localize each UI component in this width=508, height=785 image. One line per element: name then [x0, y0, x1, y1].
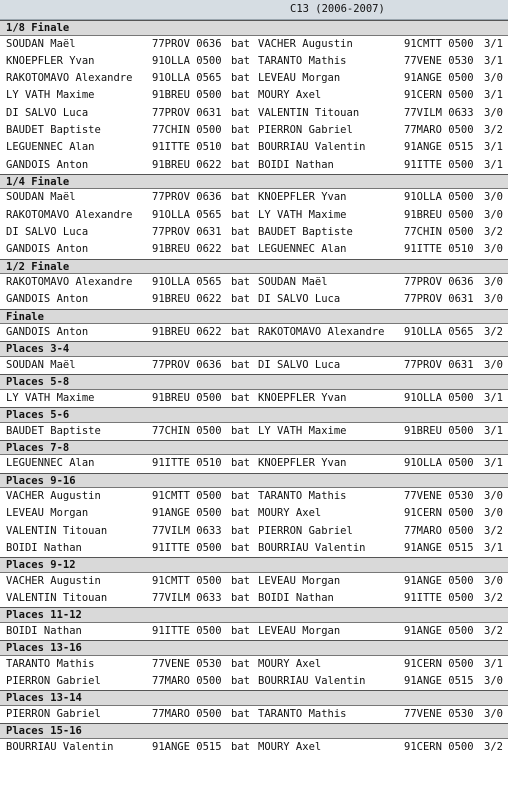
- score: 3/1: [484, 89, 503, 102]
- bat-label: bat: [231, 37, 250, 50]
- score: 3/0: [484, 191, 503, 204]
- match-row: [0, 540, 508, 557]
- score: 3/1: [484, 141, 503, 154]
- score: 3/2: [484, 624, 503, 637]
- loser-name: VALENTIN Titouan: [258, 106, 360, 119]
- loser-name: PIERRON Gabriel: [258, 524, 353, 537]
- section-header: Places 7-8: [0, 440, 508, 456]
- score: 3/2: [484, 123, 503, 136]
- winner-club-points: 91ANGE 0500: [152, 507, 222, 520]
- winner-name: SOUDAN Maël: [6, 37, 76, 50]
- winner-club-points: 91ITTE 0510: [152, 457, 222, 470]
- score: 3/2: [484, 740, 503, 753]
- loser-name: TARANTO Mathis: [258, 707, 347, 720]
- loser-club-points: 77VILM 0633: [404, 106, 474, 119]
- match-row: [0, 53, 508, 70]
- loser-name: TARANTO Mathis: [258, 490, 347, 503]
- winner-club-points: 91OLLA 0500: [152, 54, 222, 67]
- loser-club-points: 91ITTE 0500: [404, 592, 474, 605]
- winner-name: BOURRIAU Valentin: [6, 740, 114, 753]
- winner-name: VALENTIN Titouan: [6, 524, 108, 537]
- bat-label: bat: [231, 243, 250, 256]
- loser-name: LEGUENNEC Alan: [258, 243, 347, 256]
- winner-name: LEGUENNEC Alan: [6, 457, 95, 470]
- match-row: [0, 488, 508, 505]
- loser-club-points: 77PROV 0636: [404, 276, 474, 289]
- winner-club-points: 91ITTE 0500: [152, 624, 222, 637]
- loser-club-points: 91ANGE 0515: [404, 542, 474, 555]
- match-row: [0, 390, 508, 407]
- score: 3/2: [484, 524, 503, 537]
- match-row: [0, 739, 508, 756]
- bat-label: bat: [231, 123, 250, 136]
- winner-name: GANDOIS Anton: [6, 293, 89, 306]
- bat-label: bat: [231, 358, 250, 371]
- winner-name: VACHER Augustin: [6, 574, 101, 587]
- loser-name: BOIDI Nathan: [258, 158, 334, 171]
- loser-name: BOIDI Nathan: [258, 592, 334, 605]
- winner-name: GANDOIS Anton: [6, 243, 89, 256]
- score: 3/1: [484, 657, 503, 670]
- loser-club-points: 91ITTE 0500: [404, 158, 474, 171]
- winner-club-points: 77VILM 0633: [152, 592, 222, 605]
- bat-label: bat: [231, 657, 250, 670]
- match-row: [0, 241, 508, 258]
- score: 3/0: [484, 707, 503, 720]
- bat-label: bat: [231, 507, 250, 520]
- loser-club-points: 91ANGE 0500: [404, 624, 474, 637]
- match-row: [0, 70, 508, 87]
- bat-label: bat: [231, 740, 250, 753]
- match-row: [0, 139, 508, 156]
- winner-name: RAKOTOMAVO Alexandre: [6, 208, 133, 221]
- loser-name: BAUDET Baptiste: [258, 225, 353, 238]
- winner-club-points: 91ITTE 0510: [152, 141, 222, 154]
- match-row: [0, 274, 508, 291]
- loser-name: SOUDAN Maël: [258, 276, 328, 289]
- loser-name: KNOEPFLER Yvan: [258, 457, 347, 470]
- loser-club-points: 91OLLA 0500: [404, 391, 474, 404]
- loser-name: BOURRIAU Valentin: [258, 542, 366, 555]
- winner-club-points: 91BREU 0622: [152, 326, 222, 339]
- score: 3/0: [484, 358, 503, 371]
- loser-club-points: 77MARO 0500: [404, 123, 474, 136]
- bat-label: bat: [231, 457, 250, 470]
- section-header: Places 15-16: [0, 723, 508, 739]
- winner-club-points: 91CMTT 0500: [152, 490, 222, 503]
- section-header: Places 5-6: [0, 407, 508, 423]
- section-header: Finale: [0, 309, 508, 325]
- loser-club-points: 91BREU 0500: [404, 208, 474, 221]
- section-header: Places 9-12: [0, 557, 508, 573]
- match-row: [0, 207, 508, 224]
- match-row: [0, 122, 508, 139]
- loser-club-points: 77VENE 0530: [404, 490, 474, 503]
- bat-label: bat: [231, 542, 250, 555]
- loser-club-points: 91CERN 0500: [404, 507, 474, 520]
- score: 3/1: [484, 37, 503, 50]
- loser-name: MOURY Axel: [258, 89, 322, 102]
- loser-club-points: 77MARO 0500: [404, 524, 474, 537]
- score: 3/0: [484, 208, 503, 221]
- winner-name: DI SALVO Luca: [6, 225, 89, 238]
- score: 3/2: [484, 225, 503, 238]
- loser-name: LEVEAU Morgan: [258, 72, 341, 85]
- loser-name: LEVEAU Morgan: [258, 574, 341, 587]
- loser-club-points: 91ITTE 0510: [404, 243, 474, 256]
- match-row: [0, 706, 508, 723]
- loser-club-points: 91ANGE 0515: [404, 675, 474, 688]
- bat-label: bat: [231, 141, 250, 154]
- loser-name: LEVEAU Morgan: [258, 624, 341, 637]
- match-row: [0, 623, 508, 640]
- loser-club-points: 91BREU 0500: [404, 424, 474, 437]
- winner-club-points: 91BREU 0500: [152, 89, 222, 102]
- loser-club-points: 77PROV 0631: [404, 293, 474, 306]
- winner-club-points: 77MARO 0500: [152, 675, 222, 688]
- score: 3/0: [484, 276, 503, 289]
- winner-name: BOIDI Nathan: [6, 542, 82, 555]
- loser-club-points: 91OLLA 0500: [404, 191, 474, 204]
- winner-name: PIERRON Gabriel: [6, 675, 101, 688]
- score: 3/0: [484, 675, 503, 688]
- score: 3/0: [484, 574, 503, 587]
- winner-club-points: 91ANGE 0515: [152, 740, 222, 753]
- bat-label: bat: [231, 675, 250, 688]
- bat-label: bat: [231, 106, 250, 119]
- bat-label: bat: [231, 424, 250, 437]
- winner-club-points: 77PROV 0631: [152, 225, 222, 238]
- section-header: 1/2 Finale: [0, 259, 508, 275]
- match-row: [0, 523, 508, 540]
- section-header: 1/8 Finale: [0, 20, 508, 36]
- category-title: C13 (2006-2007): [290, 3, 385, 15]
- match-row: [0, 157, 508, 174]
- loser-club-points: 77VENE 0530: [404, 707, 474, 720]
- bat-label: bat: [231, 490, 250, 503]
- winner-club-points: 77PROV 0636: [152, 191, 222, 204]
- winner-name: DI SALVO Luca: [6, 106, 89, 119]
- score: 3/1: [484, 542, 503, 555]
- score: 3/0: [484, 106, 503, 119]
- loser-club-points: 91CERN 0500: [404, 89, 474, 102]
- winner-club-points: 77VILM 0633: [152, 524, 222, 537]
- match-row: [0, 673, 508, 690]
- winner-name: RAKOTOMAVO Alexandre: [6, 72, 133, 85]
- loser-name: VACHER Augustin: [258, 37, 353, 50]
- winner-name: GANDOIS Anton: [6, 158, 89, 171]
- match-row: [0, 573, 508, 590]
- score: 3/0: [484, 507, 503, 520]
- section-header: Places 9-16: [0, 473, 508, 489]
- winner-club-points: 77CHIN 0500: [152, 424, 222, 437]
- section-header: Places 11-12: [0, 607, 508, 623]
- section-header: Places 13-16: [0, 640, 508, 656]
- loser-name: KNOEPFLER Yvan: [258, 391, 347, 404]
- score: 3/0: [484, 490, 503, 503]
- winner-name: VALENTIN Titouan: [6, 592, 108, 605]
- match-row: [0, 36, 508, 53]
- bat-label: bat: [231, 707, 250, 720]
- match-row: [0, 324, 508, 341]
- section-header: Places 3-4: [0, 341, 508, 357]
- winner-club-points: 77PROV 0636: [152, 358, 222, 371]
- winner-club-points: 91OLLA 0565: [152, 276, 222, 289]
- category-header: [0, 0, 508, 20]
- loser-club-points: 91CERN 0500: [404, 657, 474, 670]
- bat-label: bat: [231, 574, 250, 587]
- winner-club-points: 91OLLA 0565: [152, 208, 222, 221]
- match-row: [0, 590, 508, 607]
- score: 3/0: [484, 72, 503, 85]
- winner-club-points: 77PROV 0636: [152, 37, 222, 50]
- loser-club-points: 91CMTT 0500: [404, 37, 474, 50]
- winner-name: KNOEPFLER Yvan: [6, 54, 95, 67]
- loser-name: LY VATH Maxime: [258, 208, 347, 221]
- winner-club-points: 91BREU 0622: [152, 158, 222, 171]
- match-row: [0, 189, 508, 206]
- winner-name: PIERRON Gabriel: [6, 707, 101, 720]
- loser-name: PIERRON Gabriel: [258, 123, 353, 136]
- score: 3/1: [484, 457, 503, 470]
- match-row: [0, 656, 508, 673]
- bat-label: bat: [231, 54, 250, 67]
- bat-label: bat: [231, 391, 250, 404]
- loser-club-points: 91ANGE 0515: [404, 141, 474, 154]
- loser-name: BOURRIAU Valentin: [258, 141, 366, 154]
- match-row: [0, 105, 508, 122]
- score: 3/1: [484, 391, 503, 404]
- winner-name: SOUDAN Maël: [6, 191, 76, 204]
- winner-name: BAUDET Baptiste: [6, 424, 101, 437]
- bat-label: bat: [231, 524, 250, 537]
- match-row: [0, 505, 508, 522]
- bat-label: bat: [231, 72, 250, 85]
- winner-name: RAKOTOMAVO Alexandre: [6, 276, 133, 289]
- bat-label: bat: [231, 191, 250, 204]
- winner-name: LY VATH Maxime: [6, 391, 95, 404]
- winner-club-points: 77PROV 0631: [152, 106, 222, 119]
- winner-name: BAUDET Baptiste: [6, 123, 101, 136]
- loser-name: MOURY Axel: [258, 740, 322, 753]
- bat-label: bat: [231, 158, 250, 171]
- sections-container: [0, 20, 508, 756]
- winner-name: GANDOIS Anton: [6, 326, 89, 339]
- winner-name: BOIDI Nathan: [6, 624, 82, 637]
- winner-club-points: 77VENE 0530: [152, 657, 222, 670]
- winner-club-points: 77CHIN 0500: [152, 123, 222, 136]
- score: 3/1: [484, 424, 503, 437]
- bat-label: bat: [231, 326, 250, 339]
- winner-club-points: 91ITTE 0500: [152, 542, 222, 555]
- bat-label: bat: [231, 276, 250, 289]
- score: 3/1: [484, 54, 503, 67]
- score: 3/1: [484, 158, 503, 171]
- loser-name: DI SALVO Luca: [258, 358, 341, 371]
- winner-club-points: 77MARO 0500: [152, 707, 222, 720]
- bat-label: bat: [231, 225, 250, 238]
- winner-name: VACHER Augustin: [6, 490, 101, 503]
- loser-name: MOURY Axel: [258, 507, 322, 520]
- bat-label: bat: [231, 208, 250, 221]
- score: 3/0: [484, 243, 503, 256]
- loser-club-points: 91ANGE 0500: [404, 72, 474, 85]
- match-row: [0, 87, 508, 104]
- loser-name: MOURY Axel: [258, 657, 322, 670]
- winner-name: LEVEAU Morgan: [6, 507, 89, 520]
- loser-name: RAKOTOMAVO Alexandre: [258, 326, 385, 339]
- winner-name: LEGUENNEC Alan: [6, 141, 95, 154]
- match-row: [0, 224, 508, 241]
- loser-name: BOURRIAU Valentin: [258, 675, 366, 688]
- match-row: [0, 455, 508, 472]
- winner-club-points: 91BREU 0622: [152, 243, 222, 256]
- loser-name: LY VATH Maxime: [258, 424, 347, 437]
- match-row: [0, 291, 508, 308]
- score: 3/2: [484, 326, 503, 339]
- winner-name: TARANTO Mathis: [6, 657, 95, 670]
- loser-club-points: 91CERN 0500: [404, 740, 474, 753]
- section-header: 1/4 Finale: [0, 174, 508, 190]
- section-header: Places 13-14: [0, 690, 508, 706]
- loser-name: DI SALVO Luca: [258, 293, 341, 306]
- loser-club-points: 77CHIN 0500: [404, 225, 474, 238]
- winner-club-points: 91BREU 0622: [152, 293, 222, 306]
- bat-label: bat: [231, 293, 250, 306]
- winner-name: LY VATH Maxime: [6, 89, 95, 102]
- score: 3/2: [484, 592, 503, 605]
- loser-name: KNOEPFLER Yvan: [258, 191, 347, 204]
- bat-label: bat: [231, 89, 250, 102]
- loser-name: TARANTO Mathis: [258, 54, 347, 67]
- winner-club-points: 91OLLA 0565: [152, 72, 222, 85]
- bat-label: bat: [231, 592, 250, 605]
- loser-club-points: 77PROV 0631: [404, 358, 474, 371]
- bat-label: bat: [231, 624, 250, 637]
- match-row: [0, 357, 508, 374]
- loser-club-points: 91OLLA 0500: [404, 457, 474, 470]
- winner-club-points: 91BREU 0500: [152, 391, 222, 404]
- section-header: Places 5-8: [0, 374, 508, 390]
- match-row: [0, 423, 508, 440]
- score: 3/0: [484, 293, 503, 306]
- loser-club-points: 91ANGE 0500: [404, 574, 474, 587]
- winner-club-points: 91CMTT 0500: [152, 574, 222, 587]
- loser-club-points: 91OLLA 0565: [404, 326, 474, 339]
- winner-name: SOUDAN Maël: [6, 358, 76, 371]
- loser-club-points: 77VENE 0530: [404, 54, 474, 67]
